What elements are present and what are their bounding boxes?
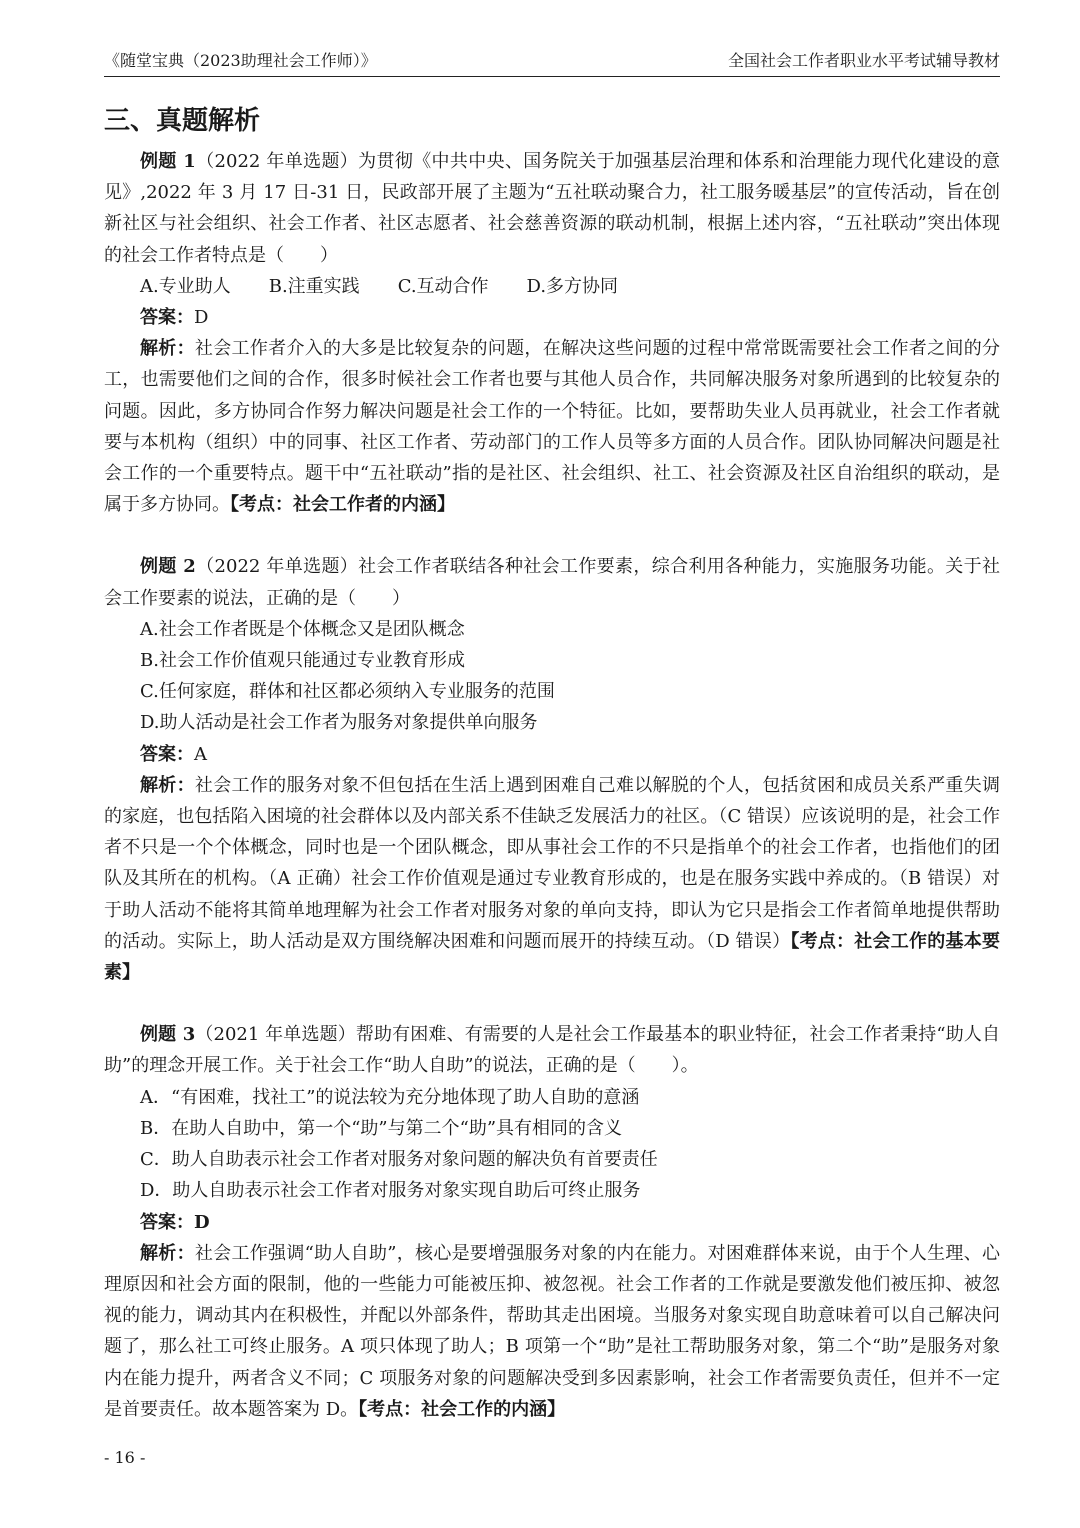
question-2-answer (104, 739, 1000, 770)
question-3-answer (104, 1207, 1000, 1238)
analysis-label: 解析： (140, 1242, 195, 1264)
question-3-label: 例题 3 (140, 1024, 196, 1046)
option-c: C．助人自助表示社会工作者对服务对象问题的解决负有首要责任 (140, 1149, 658, 1171)
question-1-stem (104, 146, 1000, 271)
question-1-analysis (104, 333, 1000, 520)
analysis-text: 社会工作者介入的大多是比较复杂的问题，在解决这些问题的过程中常常既需要社会工作者之间的分工，也需要他们之间的合作，很多时候社会工作者也要与其他人员合作，共同解决服务对象所遇到的比较复杂的问题。因此，多方协同合作努力解决问题是社会工作的一个特征。比如，要帮助失业人员再就业，社会工作者就要与本机构（组织）中的同事、社区工作者、劳动部门的工作人员等多方面的人员合作。团队协同解决问题是社会工作的一个重要特点。题干中“五社联动”指的是社区、社会组织、社工、社会资源及社区自治组织的联动，是属于多方协同。 (104, 338, 1001, 516)
page-content (104, 146, 1000, 1425)
question-2-analysis (104, 770, 1000, 988)
question-2-label: 例题 2 (140, 556, 196, 578)
question-1-answer (104, 302, 1000, 333)
running-header (104, 48, 1000, 77)
analysis-text: 社会工作强调“助人自助”，核心是要增强服务对象的内在能力。对困难群体来说，由于个人生理、心理原因和社会方面的限制，他的一些能力可能被压抑、被忽视。社会工作者的工作就是要激发他们被压抑、被忽视的能力，调动其内在积极性，并配以外部条件，帮助其走出困境。当服务对象实现自助意味着可以自己解决问题了，那么社工可终止服务。A 项只体现了助人；B 项第一个“助”是社工帮助服务对象，第二个“助”是服务对象内在能力提升，两者含义不同；C 项服务对象的问题解决受到多因素影响，社会工作者需要负责任，但并不一定是首要责任。故本题答案为 D。 (104, 1242, 1001, 1420)
question-3-stem (104, 1019, 1000, 1081)
analysis-text: 社会工作的服务对象不但包括在生活上遇到困难自己难以解脱的个人，包括贫困和成员关系严重失调的家庭，也包括陷入困境的社会群体以及内部关系不佳缺乏发展活力的社区。（C 错误）应该说明的是，社会工作者不只是一个个体概念，同时也是一个团队概念，即从事社会工作的不只是指单个的社会工作者，也指他们的团队及其所在的机构。（A 正确）社会工作价值观是通过专业教育形成的，也是在服务实践中养成的。（B 错误）对于助人活动不能将其简单地理解为社会工作者对服务对象的单向支持，即认为它只是指会工作者简单地提供帮助的活动。实际上，助人活动是双方围绕解决困难和问题而展开的持续互动。（D 错误） (104, 774, 1001, 952)
option-b: B.注重实践 (268, 275, 360, 297)
option-d: D.助人活动是社会工作者为服务对象提供单向服务 (140, 712, 538, 734)
answer-label: 答案： (140, 307, 194, 329)
header-series-title: 全国社会工作者职业水平考试辅导教材 (727, 51, 1000, 70)
spacer (104, 988, 1000, 1019)
option-d: D．助人自助表示社会工作者对服务对象实现自助后可终止服务 (140, 1180, 641, 1202)
kaodian-tag: 【考点：社会工作者的内涵】 (230, 494, 455, 516)
section-title: 三、真题解析 (104, 106, 261, 136)
question-2-stem (104, 551, 1000, 613)
spacer (104, 520, 1000, 551)
analysis-label: 解析： (140, 338, 195, 360)
question-1-text: （2022 年单选题）为贯彻《中共中央、国务院关于加强基层治理和体系和治理能力现代化建设的意见》,2022 年 3 月 17 日-31 日，民政部开展了主题为“五社联动聚合力，社工服务暖基层”的宣传活动，旨在创新社区与社会组织、社会工作者、社区志愿者、社会慈善资源的联动机制，根据上述内容，“五社联动”突出体现的社会工作者特点是（ ） (104, 151, 1000, 266)
question-3-text: （2021 年单选题）帮助有困难、有需要的人是社会工作最基本的职业特征，社会工作者秉持“助人自助”的理念开展工作。关于社会工作“助人自助”的说法，正确的是（ ）。 (104, 1024, 1000, 1077)
header-book-title: 《随堂宝典（2023助理社会工作师）》 (104, 51, 377, 70)
question-2-text: （2022 年单选题）社会工作者联结各种社会工作要素，综合利用各种能力，实施服务功能。关于社会工作要素的说法，正确的是（ ） (104, 556, 1000, 609)
option-b: B.社会工作价值观只能通过专业教育形成 (140, 650, 465, 672)
option-a: A.社会工作者既是个体概念又是团队概念 (140, 618, 465, 640)
answer-value: D (194, 1211, 210, 1233)
option-a: A．“有困难，找社工”的说法较为充分地体现了助人自助的意涵 (140, 1086, 640, 1108)
option-c: C.互动合作 (397, 275, 489, 297)
option-b: B．在助人自助中，第一个“助”与第二个“助”具有相同的含义 (140, 1117, 623, 1139)
analysis-label: 解析： (140, 774, 195, 796)
option-c: C.任何家庭，群体和社区都必须纳入专业服务的范围 (140, 681, 555, 703)
question-3-analysis (104, 1238, 1000, 1425)
answer-label: 答案： (140, 743, 194, 765)
answer-label: 答案： (140, 1211, 194, 1233)
option-d: D.多方协同 (526, 275, 619, 297)
option-a: A.专业助人 (140, 275, 231, 297)
kaodian-tag: 【考点：社会工作的基本要素】 (104, 930, 1001, 984)
answer-value: A (194, 743, 207, 765)
answer-value: D (194, 307, 209, 329)
question-1-options (104, 271, 1000, 302)
kaodian-tag: 【考点：社会工作的内涵】 (358, 1398, 566, 1420)
page-number: - 16 - (104, 1448, 146, 1467)
question-1-label: 例题 1 (140, 151, 196, 172)
